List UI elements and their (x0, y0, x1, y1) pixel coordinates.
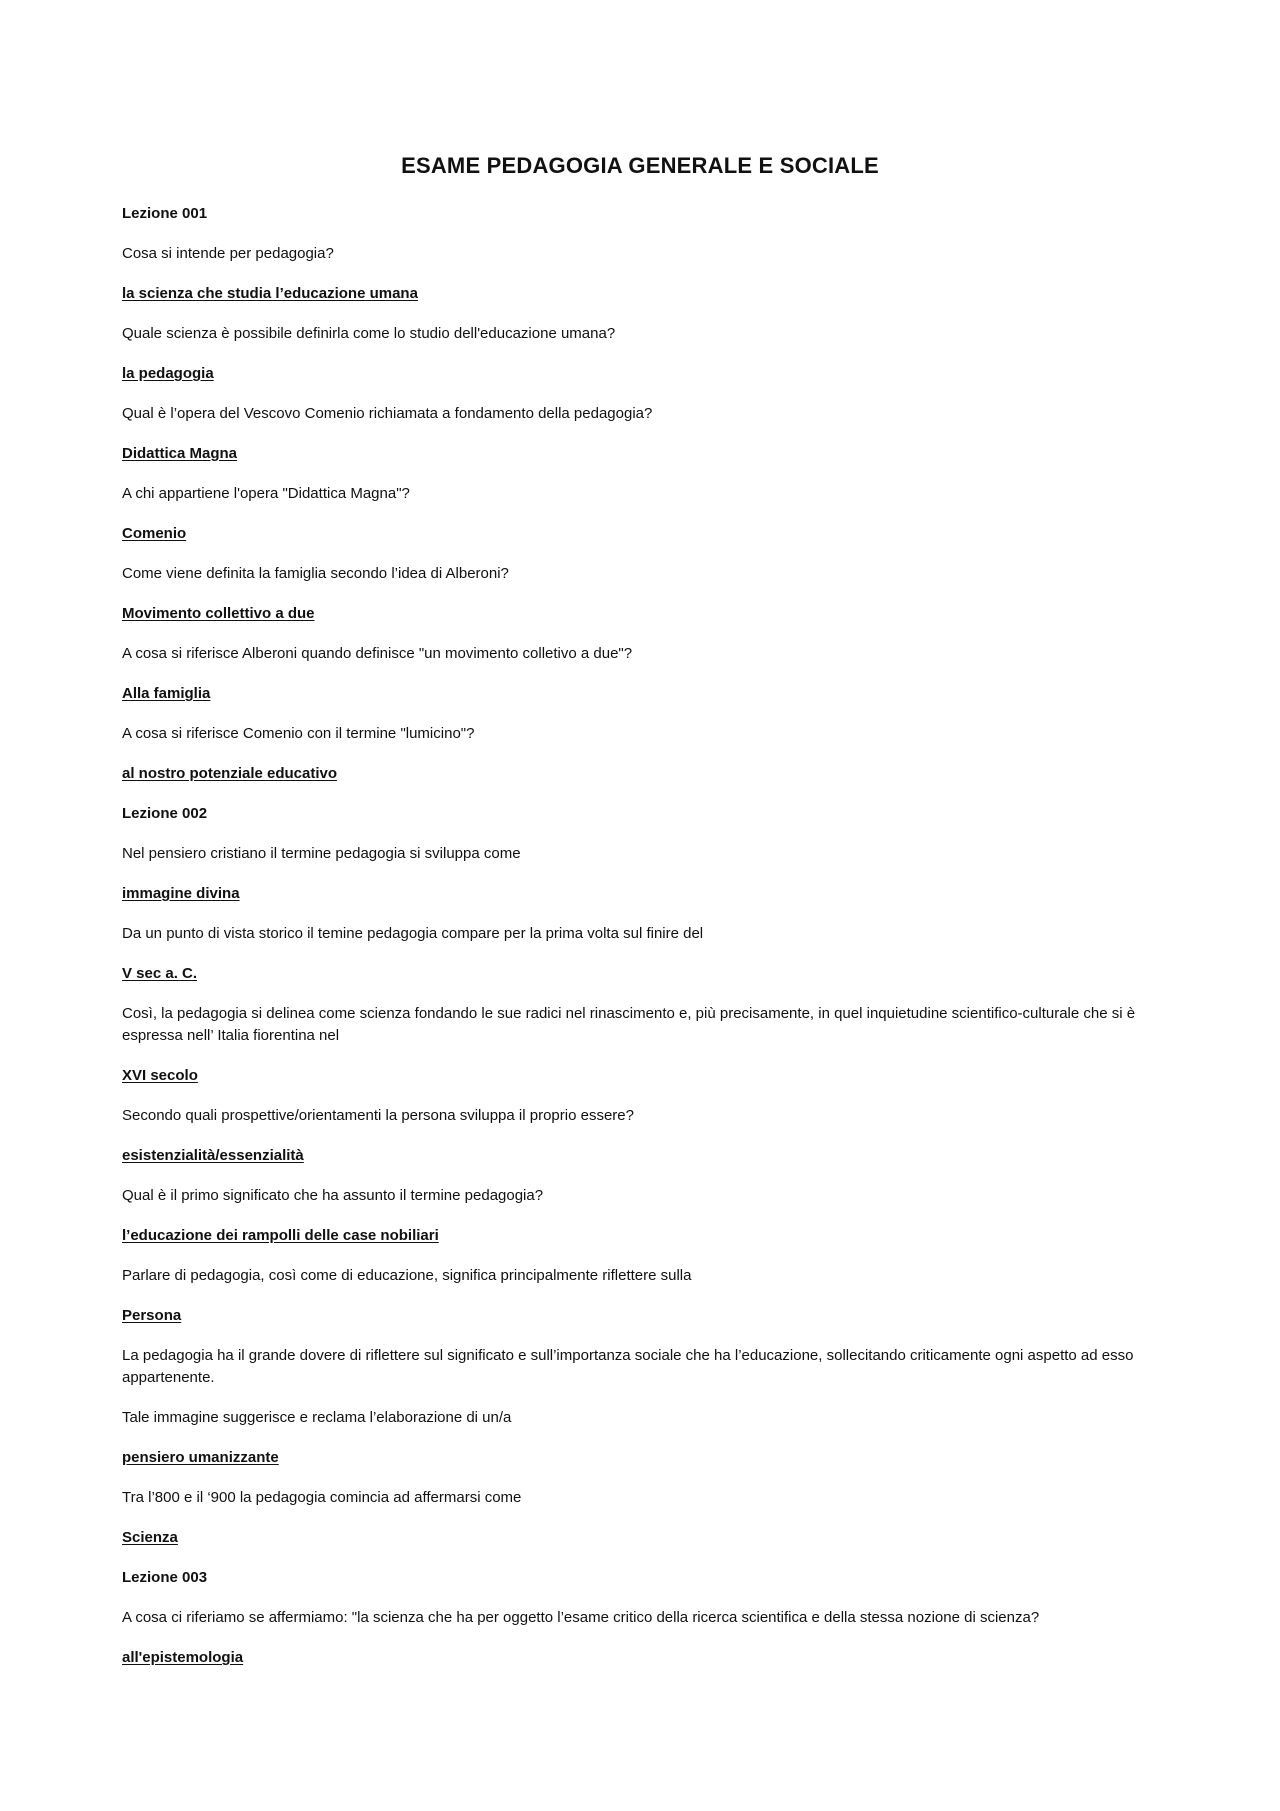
answer: V sec a. C. (122, 965, 198, 982)
question: Nel pensiero cristiano il termine pedagogia si sviluppa come (122, 845, 521, 862)
question: A chi appartiene l'opera "Didattica Magna"? (122, 485, 410, 502)
answer: Persona (122, 1307, 182, 1324)
answer: XVI secolo (122, 1067, 198, 1084)
document-title: ESAME PEDAGOGIA GENERALE E SOCIALE (401, 153, 879, 178)
question: A cosa si riferisce Comenio con il termine "lumicino"? (122, 725, 475, 742)
question: A cosa ci riferiamo se affermiamo: "la scienza che ha per oggetto l’esame critico della ricerca scientifica e della stessa nozione di scienza? (122, 1609, 1040, 1626)
question: Qual è l’opera del Vescovo Comenio richiamata a fondamento della pedagogia? (122, 405, 653, 422)
answer: Alla famiglia (122, 685, 211, 702)
answer: l’educazione dei rampolli delle case nobiliari (122, 1227, 439, 1244)
section-heading-lezione-002: Lezione 002 (122, 805, 208, 822)
question: Parlare di pedagogia, così come di educazione, significa principalmente riflettere sulla (122, 1267, 692, 1284)
answer: al nostro potenziale educativo (122, 765, 338, 782)
question: Cosa si intende per pedagogia? (122, 245, 334, 262)
answer: la scienza che studia l’educazione umana (122, 285, 418, 302)
question: Così, la pedagogia si delinea come scienza fondando le sue radici nel rinascimento e, più precisamente, in quel inquietudine scientifico-culturale che si è espressa nell’ Italia fiorentina nel (122, 1005, 1136, 1044)
question: Secondo quali prospettive/orientamenti la persona sviluppa il proprio essere? (122, 1107, 634, 1124)
question: Tra l’800 e il ‘900 la pedagogia comincia ad affermarsi come (122, 1489, 522, 1506)
answer: la pedagogia (122, 365, 214, 382)
answer: pensiero umanizzante (122, 1449, 279, 1466)
answer: all'epistemologia (122, 1649, 244, 1666)
section-heading-lezione-001: Lezione 001 (122, 205, 208, 222)
answer: esistenzialità/essenzialità (122, 1147, 304, 1164)
question: A cosa si riferisce Alberoni quando definisce "un movimento colletivo a due"? (122, 645, 633, 662)
answer: Didattica Magna (122, 445, 238, 462)
answer: Comenio (122, 525, 187, 542)
question: Qual è il primo significato che ha assunto il termine pedagogia? (122, 1187, 544, 1204)
document-body (122, 203, 1172, 1687)
statement: La pedagogia ha il grande dovere di riflettere sul significato e sull’importanza sociale che ha l’educazione, sollecitando criticamente ogni aspetto ad esso appartenente. (122, 1347, 1134, 1386)
question: Quale scienza è possibile definirla come lo studio dell'educazione umana? (122, 325, 616, 342)
question: Tale immagine suggerisce e reclama l’elaborazione di un/a (122, 1409, 512, 1426)
answer: Movimento collettivo a due (122, 605, 315, 622)
answer: Scienza (122, 1529, 178, 1546)
question: Come viene definita la famiglia secondo l’idea di Alberoni? (122, 565, 509, 582)
answer: immagine divina (122, 885, 240, 902)
section-heading-lezione-003: Lezione 003 (122, 1569, 208, 1586)
question: Da un punto di vista storico il temine pedagogia compare per la prima volta sul finire del (122, 925, 704, 942)
